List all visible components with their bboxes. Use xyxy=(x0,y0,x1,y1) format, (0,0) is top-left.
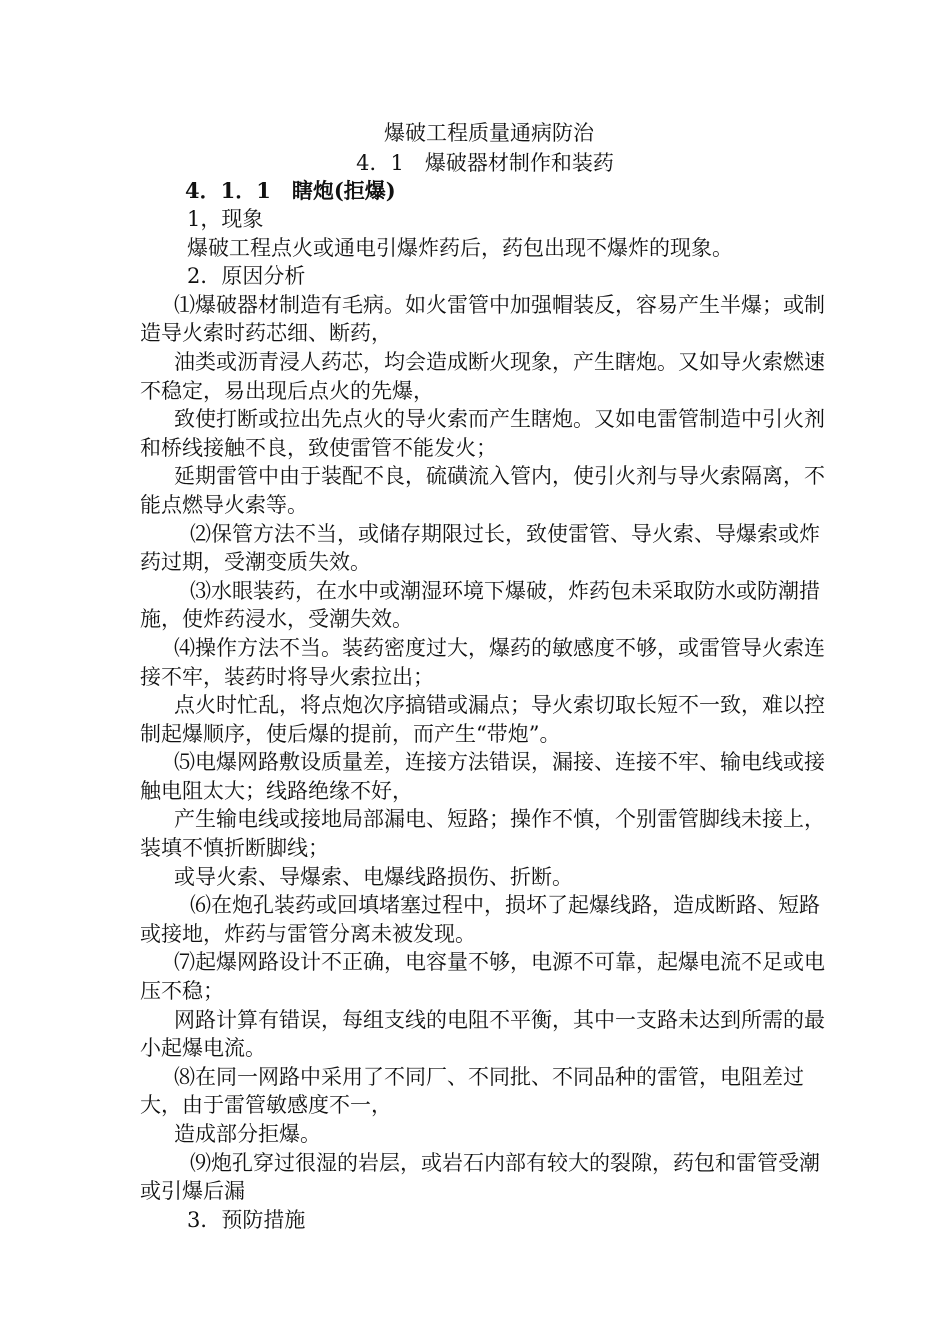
paragraph: ⑹在炮孔装药或回填堵塞过程中，损坏了起爆线路，造成断路、短路或接地，炸药与雷管分离未被发现。 xyxy=(140,893,820,946)
paragraph: 网路计算有错误，每组支线的电阻不平衡，其中一支路未达到所需的最小起爆电流。 xyxy=(140,1007,825,1061)
paragraph: 延期雷管中由于装配不良，硫磺流入管内，使引火剂与导火索隔离，不能点燃导火索等。 xyxy=(140,464,825,517)
document-body xyxy=(140,205,840,1234)
paragraph: ⑵保管方法不当，或储存期限过长，致使雷管、导火索、导爆索或炸药过期，受潮变质失效。 xyxy=(140,521,820,575)
paragraph: ⑷操作方法不当。装药密度过大，爆药的敏感度不够，或雷管导火索连接不牢，装药时将导火索拉出； xyxy=(140,635,825,689)
paragraph: 产生输电线或接地局部漏电、短路；操作不慎，个别雷管脚线未接上，装填不慎折断脚线； xyxy=(140,807,825,861)
paragraph: ⑺起爆网路设计不正确，电容量不够，电源不可靠，起爆电流不足或电压不稳； xyxy=(140,950,825,1004)
paragraph: 2．原因分析 xyxy=(187,264,306,289)
paragraph: 致使打断或拉出先点火的导火索而产生瞎炮。又如电雷管制造中引火剂和桥线接触不良，致使雷管不能发火； xyxy=(140,407,825,460)
paragraph: 或导火索、导爆索、电爆线路损伤、折断。 xyxy=(174,864,573,889)
paragraph: ⑴爆破器材制造有毛病。如火雷管中加强帽装反，容易产生半爆；或制造导火索时药芯细、断药， xyxy=(140,292,825,346)
paragraph: ⑶水眼装药，在水中或潮湿环境下爆破，炸药包未采取防水或防潮措施，使炸药浸水，受潮失效。 xyxy=(140,578,820,632)
document-title: 爆破工程质量通病防治 xyxy=(384,121,594,145)
section-title: 4．1 爆破器材制作和装药 xyxy=(356,151,614,175)
paragraph: 3．预防措施 xyxy=(187,1207,306,1232)
paragraph: 油类或沥青浸人药芯，均会造成断火现象，产生瞎炮。又如导火索燃速不稳定，易出现后点火的先爆， xyxy=(140,349,825,403)
paragraph: 点火时忙乱，将点炮次序搞错或漏点；导火索切取长短不一致，难以控制起爆顺序，使后爆的提前，而产生“带炮”。 xyxy=(140,693,825,746)
paragraph: ⑸电爆网路敷设质量差，连接方法错误，漏接、连接不牢、输电线或接触电阻太大；线路绝缘不好， xyxy=(140,750,825,803)
subsection-heading: 4．1．1 瞎炮(拒爆) xyxy=(185,178,396,203)
paragraph: 1，现象 xyxy=(187,207,264,231)
paragraph: ⑼炮孔穿过很湿的岩层，或岩石内部有较大的裂隙，药包和雷管受潮或引爆后漏 xyxy=(140,1150,820,1204)
paragraph: 造成部分拒爆。 xyxy=(174,1122,321,1146)
paragraph: ⑻在同一网路中采用了不同厂、不同批、不同品种的雷管，电阻差过大，由于雷管敏感度不一， xyxy=(140,1064,804,1118)
paragraph: 爆破工程点火或通电引爆炸药后，药包出现不爆炸的现象。 xyxy=(187,235,733,260)
